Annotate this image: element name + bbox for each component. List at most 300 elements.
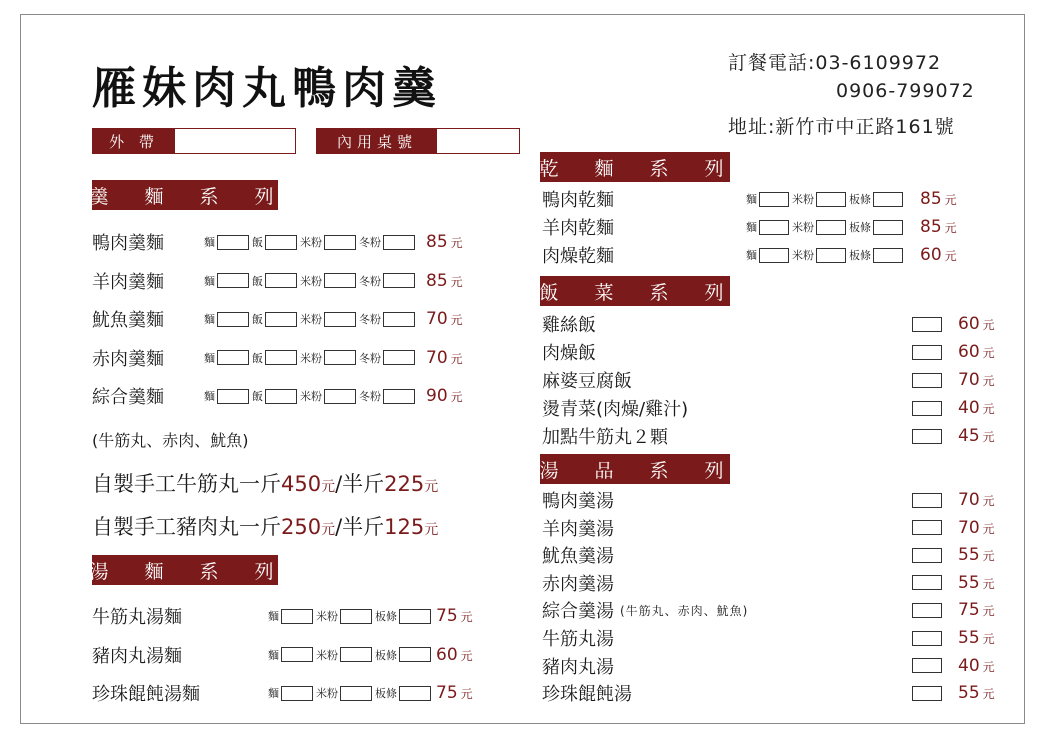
handmade-beef-ball-text: 自製手工牛筋丸一斤: [92, 472, 281, 496]
item-options: [268, 608, 434, 624]
option-label: 板條: [375, 687, 397, 700]
price-tag: [426, 232, 463, 252]
option: [792, 191, 846, 207]
option: [252, 234, 297, 250]
item-name: 牛筋丸湯: [542, 629, 614, 650]
option-checkbox[interactable]: [816, 220, 846, 235]
section-soup-noodle: 湯 麵 系 列: [92, 555, 278, 585]
option: [375, 608, 431, 624]
option: [746, 247, 789, 263]
option-label: 冬粉: [359, 236, 381, 249]
menu-item-row: [92, 229, 463, 255]
option-label: 米粉: [300, 390, 322, 403]
price-tag: [436, 683, 473, 703]
currency-unit: 元: [982, 687, 995, 702]
currency-unit: 元: [424, 522, 439, 538]
price: 75: [958, 600, 980, 621]
option-label: 米粉: [792, 249, 814, 262]
half-catty-label: /半斤: [335, 515, 385, 539]
price: 85: [426, 270, 448, 291]
currency-unit: 元: [982, 430, 995, 444]
item-name: 鴨肉乾麵: [542, 190, 614, 211]
option: [316, 685, 372, 701]
option-checkbox[interactable]: [265, 235, 297, 250]
item-name-wrap: [542, 487, 912, 513]
item-options: [204, 350, 418, 366]
price: 70: [426, 309, 448, 329]
price-tag: [958, 370, 1004, 390]
option: [746, 219, 789, 235]
item-note: (牛筋丸、赤肉、魷魚): [620, 603, 749, 618]
currency-unit: 元: [460, 610, 473, 624]
price: 70: [426, 347, 448, 368]
option-checkbox[interactable]: [873, 192, 903, 207]
currency-unit: 元: [982, 374, 995, 388]
option-checkbox[interactable]: [912, 631, 942, 646]
menu-item-row: [92, 680, 473, 706]
option-checkbox[interactable]: [399, 647, 431, 662]
item-options: [204, 234, 418, 250]
item-name-wrap: [542, 653, 912, 679]
currency-unit: 元: [321, 522, 336, 538]
option: [359, 273, 415, 289]
menu-item-row: [542, 214, 957, 240]
option-checkbox[interactable]: [912, 493, 942, 508]
price: 70: [958, 370, 980, 390]
option-checkbox[interactable]: [912, 658, 942, 673]
option-label: 冬粉: [359, 351, 381, 365]
handmade-beef-ball: [92, 468, 438, 498]
menu-item-row: [542, 515, 1004, 541]
section-soup: 湯 品 系 列: [540, 454, 730, 484]
option: [204, 311, 249, 327]
item-name-wrap: [542, 339, 912, 365]
price: 85: [920, 217, 942, 237]
item-options: [746, 219, 906, 235]
currency-unit: 元: [424, 479, 439, 495]
option-label: 麵: [204, 351, 215, 365]
option-label: 米粉: [316, 687, 338, 700]
option-checkbox[interactable]: [340, 609, 372, 624]
menu-item-row: [542, 680, 1004, 706]
option: [316, 647, 372, 663]
item-name-wrap: [542, 625, 912, 651]
price: 60: [958, 342, 980, 362]
option-label: 冬粉: [359, 274, 381, 288]
option-label: 麵: [746, 249, 757, 262]
option-label: 麵: [268, 610, 279, 623]
option: [849, 191, 903, 207]
option: [316, 608, 372, 624]
option-label: 麵: [204, 236, 215, 249]
currency-unit: 元: [982, 521, 995, 536]
option-checkbox[interactable]: [217, 350, 249, 365]
price: 85: [426, 232, 448, 252]
option: [300, 234, 356, 250]
option: [359, 388, 415, 404]
option-label: 板條: [849, 193, 871, 206]
option: [300, 350, 356, 366]
option-checkbox[interactable]: [912, 401, 942, 416]
item-name: 魷魚羹麵: [92, 310, 164, 331]
item-name: 赤肉羹麵: [92, 348, 164, 370]
currency-unit: 元: [982, 494, 995, 508]
item-name: 赤肉羹湯: [542, 573, 614, 595]
menu-item-row: [542, 542, 1004, 568]
option-label: 米粉: [300, 236, 322, 249]
price: 85: [920, 189, 942, 209]
price-tag: [920, 245, 957, 265]
price-tag: [958, 518, 1004, 538]
item-name: 珍珠餛飩湯麵: [92, 684, 200, 705]
option: [792, 247, 846, 263]
item-name: 麻婆豆腐飯: [542, 371, 632, 392]
option: [300, 273, 356, 289]
currency-unit: 元: [982, 318, 995, 332]
menu-item-row: [542, 311, 1004, 337]
menu-item-row: [92, 383, 463, 409]
option-checkbox[interactable]: [873, 220, 903, 235]
price: 250: [281, 515, 322, 539]
takeout-box[interactable]: [92, 128, 296, 154]
option: [359, 234, 415, 250]
price-tag: [958, 398, 1004, 418]
currency-unit: 元: [321, 479, 336, 495]
price: 55: [958, 628, 980, 648]
price-tag: [426, 386, 463, 406]
price: 75: [436, 683, 458, 703]
item-name-wrap: [542, 367, 912, 393]
option-label: 飯: [252, 390, 263, 403]
price: 70: [958, 490, 980, 510]
option-checkbox[interactable]: [759, 192, 789, 207]
option: [252, 273, 297, 289]
currency-unit: 元: [450, 274, 463, 289]
option: [746, 191, 789, 207]
order-phone-2: 0906-799072: [836, 80, 975, 102]
option-label: 板條: [849, 249, 871, 262]
price: 45: [958, 426, 980, 446]
menu-item-row: [92, 603, 473, 629]
menu-item-row: [542, 186, 957, 212]
item-name-wrap: [542, 570, 912, 596]
price: 60: [920, 245, 942, 265]
option-checkbox[interactable]: [217, 312, 249, 327]
option-checkbox[interactable]: [340, 686, 372, 701]
option-checkbox[interactable]: [383, 235, 415, 250]
menu-item-row: [542, 487, 1004, 513]
item-name: 豬肉丸湯: [542, 656, 614, 678]
item-name: 羊肉羹麵: [92, 271, 164, 293]
price-tag: [958, 342, 1004, 362]
option-checkbox[interactable]: [217, 273, 249, 288]
option: [204, 388, 249, 404]
item-name: 牛筋丸湯麵: [92, 607, 182, 628]
item-name: 魷魚羹湯: [542, 546, 614, 568]
menu-item-row: [92, 642, 473, 668]
currency-unit: 元: [450, 236, 463, 250]
item-options: [204, 273, 418, 289]
item-options: [746, 247, 906, 263]
option-checkbox[interactable]: [281, 686, 313, 701]
combo-note: (牛筋丸、赤肉、魷魚): [92, 431, 249, 450]
option: [268, 647, 313, 663]
option: [268, 608, 313, 624]
price-tag: [920, 189, 957, 209]
option-checkbox[interactable]: [912, 686, 942, 701]
option-checkbox[interactable]: [912, 603, 942, 618]
price: 40: [958, 655, 980, 676]
currency-unit: 元: [450, 390, 463, 404]
option-checkbox[interactable]: [265, 273, 297, 288]
item-name: 鴨肉羹湯: [542, 491, 614, 512]
price-tag: [958, 426, 1004, 446]
option-label: 麵: [268, 648, 279, 662]
option-checkbox[interactable]: [265, 312, 297, 327]
section-rice: 飯 菜 系 列: [540, 276, 730, 306]
option: [252, 311, 297, 327]
option-checkbox[interactable]: [281, 647, 313, 662]
menu-item-row: [542, 423, 1004, 449]
option-label: 米粉: [792, 193, 814, 206]
menu-item-row: [542, 339, 1004, 365]
option-checkbox[interactable]: [399, 609, 431, 624]
menu-item-row: [542, 625, 1004, 651]
item-name-wrap: [542, 311, 912, 337]
option-checkbox[interactable]: [912, 520, 942, 535]
option: [849, 219, 903, 235]
table-number-input[interactable]: [437, 129, 519, 153]
item-name: 綜合羹湯: [542, 601, 614, 623]
menu-item-row: [542, 367, 1004, 393]
option-label: 飯: [252, 313, 263, 326]
currency-unit: 元: [982, 549, 995, 564]
option-checkbox[interactable]: [912, 373, 942, 388]
option-checkbox[interactable]: [759, 248, 789, 263]
currency-unit: 元: [982, 659, 995, 674]
price-tag: [920, 217, 957, 237]
option-checkbox[interactable]: [912, 345, 942, 360]
currency-unit: 元: [944, 221, 957, 235]
option-label: 板條: [849, 221, 871, 234]
price-tag: [958, 314, 1004, 334]
price-tag: [426, 348, 463, 368]
option-label: 米粉: [300, 351, 322, 365]
price: 55: [958, 683, 980, 704]
takeout-input[interactable]: [175, 129, 295, 153]
option-checkbox[interactable]: [340, 647, 372, 662]
currency-unit: 元: [944, 249, 957, 263]
option: [792, 219, 846, 235]
option: [300, 388, 356, 404]
option-checkbox[interactable]: [383, 350, 415, 365]
option: [204, 350, 249, 366]
option-checkbox[interactable]: [873, 248, 903, 263]
price: 450: [281, 472, 322, 496]
option-label: 冬粉: [359, 313, 381, 326]
section-dry-noodle: 乾 麵 系 列: [540, 152, 730, 182]
price-tag: [436, 645, 473, 665]
item-name: 肉燥乾麵: [542, 246, 614, 267]
option-checkbox[interactable]: [912, 429, 942, 444]
option-label: 麵: [746, 193, 757, 206]
option-label: 米粉: [792, 221, 814, 234]
option-label: 飯: [252, 351, 263, 365]
price: 70: [958, 517, 980, 538]
option-checkbox[interactable]: [912, 317, 942, 332]
item-name-wrap: [542, 395, 912, 421]
price: 60: [958, 314, 980, 334]
item-name-wrap: [542, 423, 912, 449]
takeout-label: 外 帶: [93, 129, 175, 153]
price: 40: [958, 398, 980, 418]
price-tag: [958, 573, 1004, 593]
option-checkbox[interactable]: [324, 235, 356, 250]
option: [359, 350, 415, 366]
option-label: 冬粉: [359, 390, 381, 403]
option-checkbox[interactable]: [912, 575, 942, 590]
price: 55: [958, 545, 980, 566]
option: [204, 234, 249, 250]
item-name: 加點牛筋丸２顆: [542, 427, 668, 448]
menu-item-row: [542, 242, 957, 268]
option-checkbox[interactable]: [324, 389, 356, 404]
option-checkbox[interactable]: [816, 248, 846, 263]
option-label: 飯: [252, 274, 263, 288]
item-options: [204, 388, 418, 404]
option: [252, 388, 297, 404]
item-name: 羊肉乾麵: [542, 218, 614, 239]
item-options: [268, 647, 434, 663]
option: [300, 311, 356, 327]
option-label: 板條: [375, 610, 397, 623]
price: 225: [384, 472, 425, 496]
option-checkbox[interactable]: [383, 273, 415, 288]
option: [375, 685, 431, 701]
price: 55: [958, 572, 980, 593]
option-checkbox[interactable]: [281, 609, 313, 624]
currency-unit: 元: [450, 351, 463, 366]
section-geng-noodle: 羹 麵 系 列: [92, 180, 278, 210]
order-phone: 訂餐電話:03-6109972: [728, 52, 942, 74]
option-checkbox[interactable]: [217, 389, 249, 404]
dinein-box[interactable]: [316, 128, 520, 154]
currency-unit: 元: [982, 604, 995, 619]
option: [268, 685, 313, 701]
currency-unit: 元: [460, 648, 473, 663]
item-options: [268, 685, 434, 701]
option-label: 麵: [746, 221, 757, 234]
option: [359, 311, 415, 327]
option-checkbox[interactable]: [324, 312, 356, 327]
currency-unit: 元: [982, 346, 995, 360]
option-checkbox[interactable]: [324, 350, 356, 365]
option-checkbox[interactable]: [383, 312, 415, 327]
item-name: 豬肉丸湯麵: [92, 645, 182, 667]
price: 60: [436, 644, 458, 665]
option-label: 板條: [375, 648, 397, 662]
currency-unit: 元: [450, 313, 463, 327]
option-label: 米粉: [316, 648, 338, 662]
option-label: 麵: [204, 313, 215, 326]
handmade-pork-ball: [92, 511, 438, 541]
price-tag: [426, 309, 463, 329]
item-options: [204, 311, 418, 327]
item-name-wrap: [542, 597, 912, 623]
price-tag: [958, 628, 1004, 648]
menu-item-row: [92, 268, 463, 294]
option-label: 飯: [252, 236, 263, 249]
currency-unit: 元: [460, 687, 473, 701]
option-label: 米粉: [300, 313, 322, 326]
option: [849, 247, 903, 263]
currency-unit: 元: [982, 576, 995, 591]
item-name-wrap: [542, 542, 912, 568]
menu-item-row: [92, 306, 463, 332]
option-checkbox[interactable]: [399, 686, 431, 701]
price-tag: [958, 545, 1004, 565]
option-checkbox[interactable]: [265, 350, 297, 365]
item-name: 燙青菜(肉燥/雞汁): [542, 399, 689, 420]
menu-item-row: [542, 570, 1004, 596]
option-checkbox[interactable]: [759, 220, 789, 235]
option-label: 麵: [268, 687, 279, 700]
dinein-label: 內用桌號: [317, 129, 437, 153]
menu-item-row: [542, 597, 1004, 623]
option-checkbox[interactable]: [383, 389, 415, 404]
option: [252, 350, 297, 366]
price: 90: [426, 386, 448, 406]
menu-item-row: [542, 653, 1004, 679]
item-name: 鴨肉羹麵: [92, 233, 164, 254]
price: 75: [436, 606, 458, 626]
half-catty-label: /半斤: [335, 472, 385, 496]
price: 125: [384, 515, 425, 539]
price-tag: [958, 656, 1004, 676]
price-tag: [426, 271, 463, 291]
item-name: 羊肉羹湯: [542, 518, 614, 540]
option-label: 米粉: [316, 610, 338, 623]
item-name: 肉燥飯: [542, 343, 596, 364]
option-checkbox[interactable]: [324, 273, 356, 288]
menu-item-row: [542, 395, 1004, 421]
option: [204, 273, 249, 289]
currency-unit: 元: [982, 632, 995, 646]
option-label: 麵: [204, 390, 215, 403]
price-tag: [958, 490, 1004, 510]
option-checkbox[interactable]: [265, 389, 297, 404]
item-name: 珍珠餛飩湯: [542, 684, 632, 706]
item-name-wrap: [542, 680, 912, 706]
item-name: 綜合羹麵: [92, 387, 164, 408]
option-checkbox[interactable]: [912, 548, 942, 563]
price-tag: [436, 606, 473, 626]
currency-unit: 元: [944, 193, 957, 207]
option-checkbox[interactable]: [816, 192, 846, 207]
option-label: 米粉: [300, 274, 322, 288]
item-name-wrap: [542, 515, 912, 541]
item-options: [746, 191, 906, 207]
currency-unit: 元: [982, 402, 995, 416]
handmade-pork-ball-text: 自製手工豬肉丸一斤: [92, 515, 281, 539]
address: 地址:新竹市中正路161號: [728, 116, 955, 138]
menu-item-row: [92, 345, 463, 371]
option-checkbox[interactable]: [217, 235, 249, 250]
price-tag: [958, 600, 1004, 620]
price-tag: [958, 683, 1004, 703]
option-label: 麵: [204, 274, 215, 288]
item-name: 雞絲飯: [542, 315, 596, 336]
